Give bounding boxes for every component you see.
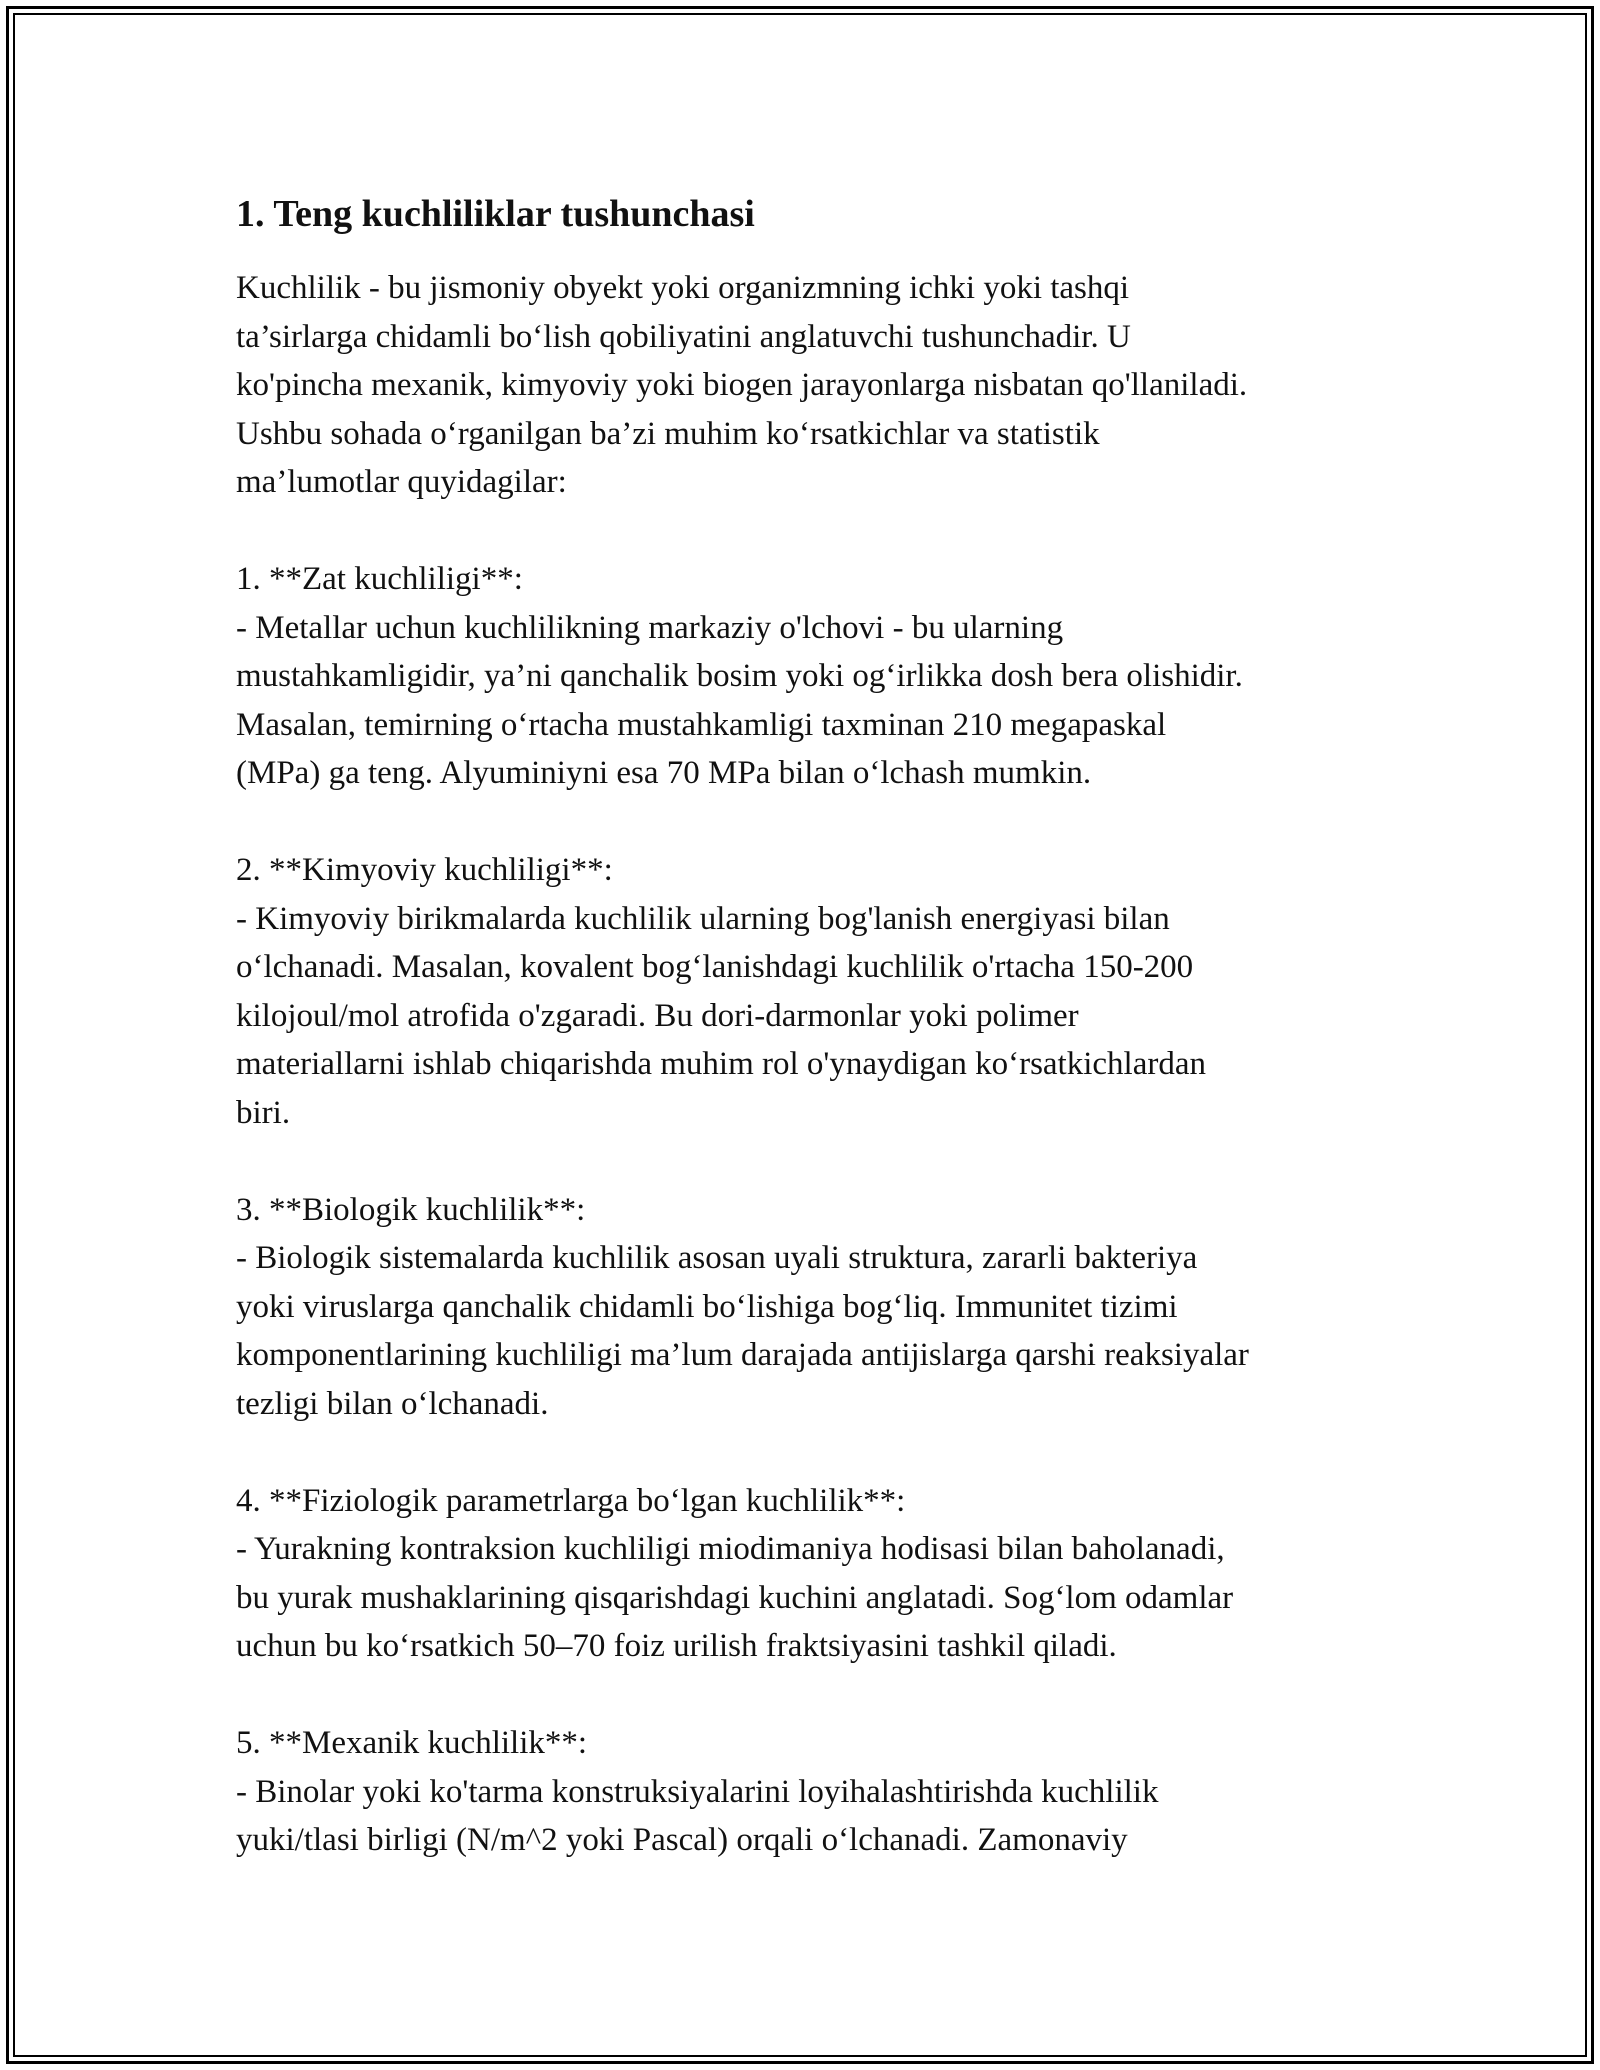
document-title: 1. Teng kuchliliklar tushunchasi — [236, 193, 755, 235]
section-2-heading: 2. **Kimyoviy kuchliligi**: — [236, 852, 613, 888]
section-5-heading: 5. **Mexanik kuchlilik**: — [236, 1725, 588, 1761]
paragraph-gap — [236, 798, 1396, 847]
section-1-body: - Metallar uchun kuchlilikning markaziy o'lchovi - bu ularning mustahkamligidir, ya’ni qanchalik bosim yoki og‘irlikka dosh bera olishidir. Masalan, temirning o‘rtacha mustahkamligi taxminan 210 megapaskal (MPa) ga teng. Alyuminiyni esa 70 MPa bilan o‘lchash mumkin. — [236, 609, 1243, 791]
intro-paragraph: Kuchlilik - bu jismoniy obyekt yoki organizmning ichki yoki tashqi ta’sirlarga chidamli bo‘lish qobiliyatini anglatuvchi tushunchadir. U ko'pincha mexanik, kimyoviy yoki biogen jarayonlarga nisbatan qo'llaniladi. Ushbu sohada o‘rganilgan ba’zi muhim ko‘rsatkichlar va statistik ma’lumotlar quyidagilar: — [236, 270, 1248, 500]
paragraph-gap — [236, 1428, 1396, 1477]
section-4-heading: 4. **Fiziologik parametrlarga bo‘lgan kuchlilik**: — [236, 1482, 906, 1519]
paragraph-gap — [236, 507, 1396, 556]
section-4-body: - Yurakning kontraksion kuchliligi miodimaniya hodisasi bilan baholanadi, bu yurak mushaklarining qisqarishdagi kuchini anglatadi. Sog‘lom odamlar uchun bu ko‘rsatkich 50–70 foiz urilish fraktsiyasini tashkil qiladi. — [236, 1531, 1234, 1664]
section-2-body: - Kimyoviy birikmalarda kuchlilik ularning bog'lanish energiyasi bilan o‘lchanadi. Masalan, kovalent bog‘lanishdagi kuchlilik o'rtacha 150-200 kilojoul/mol atrofida o'zgaradi. Bu dori-darmonlar yoki polimer materiallarni ishlab chiqarishda muhim rol o'ynaydigan ko‘rsatkichlardan biri. — [236, 900, 1206, 1131]
section-3-heading: 3. **Biologik kuchlilik**: — [236, 1191, 586, 1228]
paragraph-gap — [236, 1671, 1396, 1720]
document-page — [236, 190, 1396, 1865]
section-1-heading: 1. **Zat kuchliligi**: — [236, 561, 523, 597]
paragraph-gap — [236, 1137, 1396, 1186]
section-3-body: - Biologik sistemalarda kuchlilik asosan uyali struktura, zararli bakteriya yoki viruslarga qanchalik chidamli bo‘lishiga bog‘liq. Immunitet tizimi komponentlarining kuchliligi ma’lum darajada antijislarga qarshi reaksiyalar tezligi bilan o‘lchanadi. — [236, 1240, 1249, 1422]
section-5-body: - Binolar yoki ko'tarma konstruksiyalarini loyihalashtirishda kuchlilik yuki/tlasi birligi (N/m^2 yoki Pascal) orqali o‘lchanadi. Zamonaviy — [236, 1773, 1159, 1858]
